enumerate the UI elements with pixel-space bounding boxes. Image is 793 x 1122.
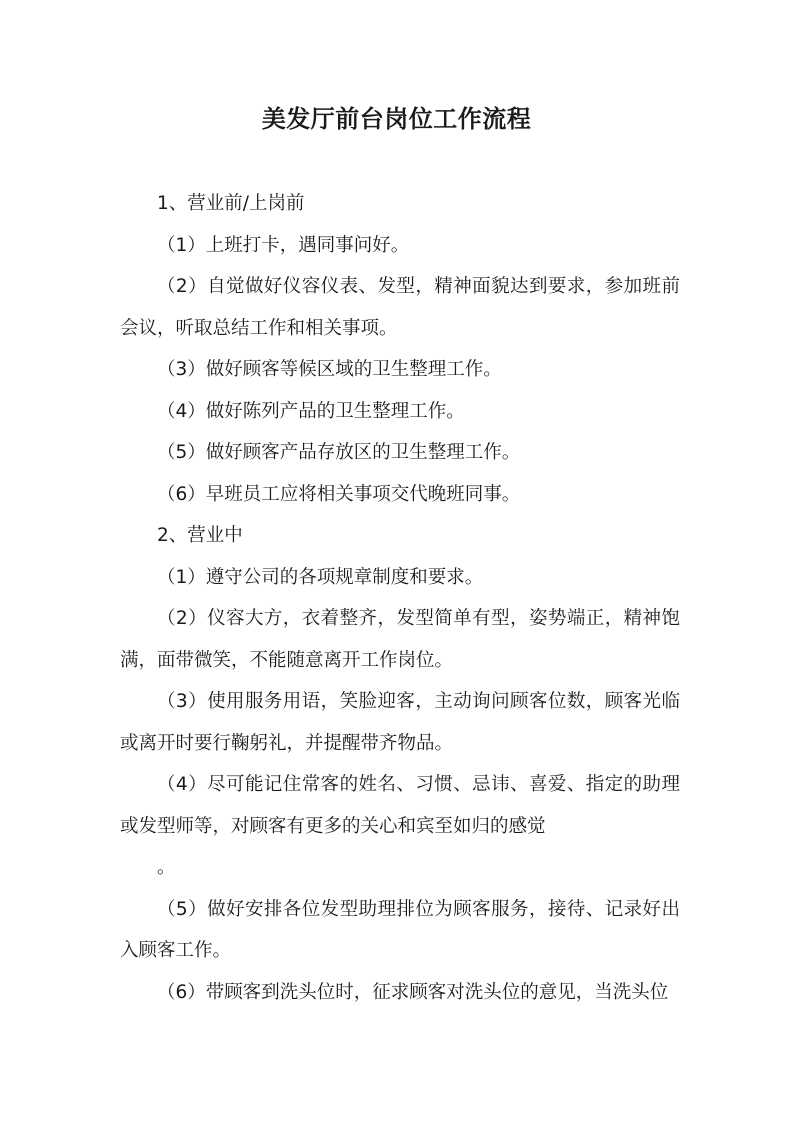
paragraph: （2）仪容大方，衣着整齐，发型简单有型，姿势端正，精神饱满，面带微笑，不能随意离开工作岗位。 <box>120 608 680 671</box>
paragraph: （5）做好安排各位发型助理排位为顾客服务，接待、记录好出入顾客工作。 <box>120 898 680 961</box>
paragraph: （3）做好顾客等候区域的卫生整理工作。 <box>157 359 502 380</box>
paragraph: （4）尽可能记住常客的姓名、习惯、忌讳、喜爱、指定的助理或发型师等，对顾客有更多的关心和宾至如归的感觉 <box>120 774 680 837</box>
paragraph: （4）做好陈列产品的卫生整理工作。 <box>157 400 465 422</box>
section-heading: 2、营业中 <box>157 525 243 546</box>
document-body <box>120 183 680 1013</box>
paragraph: （1）上班打卡，遇同事问好。 <box>157 234 410 256</box>
paragraph: （1）遵守公司的各项规章制度和要求。 <box>157 566 484 588</box>
paragraph: （2）自觉做好仪容仪表、发型，精神面貌达到要求，参加班前会议，听取总结工作和相关事项。 <box>120 276 680 339</box>
paragraph: （6）早班员工应将相关事项交代晚班同事。 <box>157 483 521 505</box>
stray-punctuation: 。 <box>157 857 176 878</box>
paragraph: （3）使用服务用语，笑脸迎客，主动询问顾客位数，顾客光临或离开时要行鞠躬礼，并提醒带齐物品。 <box>120 691 680 754</box>
paragraph: （6）带顾客到洗头位时，征求顾客对洗头位的意见，当洗头位 <box>157 981 669 1003</box>
document-title: 美发厅前台岗位工作流程 <box>261 105 532 133</box>
section-heading: 1、营业前/上岗前 <box>157 193 305 214</box>
paragraph: （5）做好顾客产品存放区的卫生整理工作。 <box>157 442 521 463</box>
